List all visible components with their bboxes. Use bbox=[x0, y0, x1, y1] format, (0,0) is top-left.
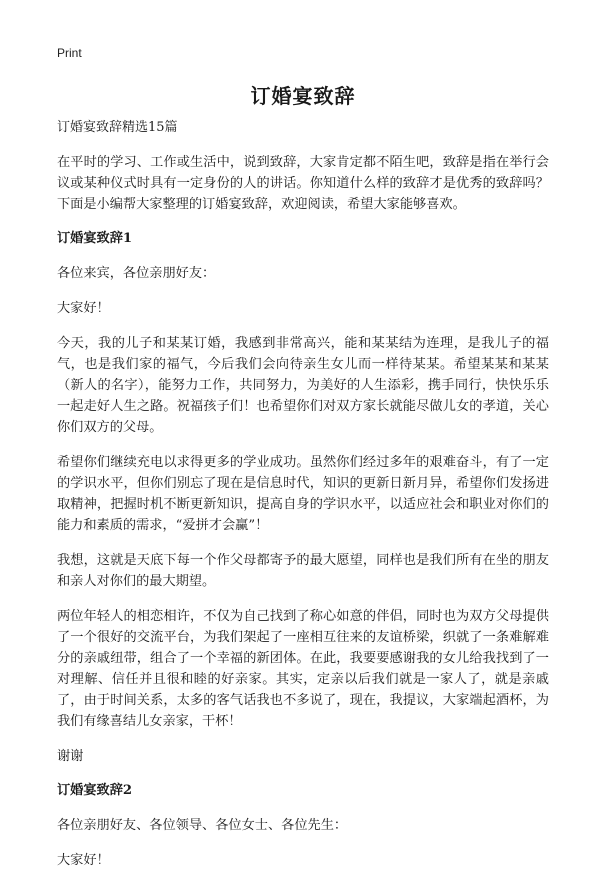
section-heading: 订婚宴致辞1 bbox=[57, 231, 133, 246]
section-heading: 订婚宴致辞2 bbox=[57, 783, 133, 798]
paragraph: 大家好！ bbox=[57, 301, 110, 316]
paragraph: 两位年轻人的相恋相许，不仅为自己找到了称心如意的伴侣，同时也为双方父母提供了一个很好的交流平台，为我们架起了一座相互往来的友谊桥梁，织就了一条难解难分的亲戚纽带，组合了一个幸福的新团体。在此，我要要感谢我的女儿给我找到了一对理解、信任并且很和睦的好亲家。其实，定亲以后我们就是一家人了，就是亲戚了，由于时间关系，太多的客气话我也不多说了，现在，我提议，大家端起酒杯，为我们有缘喜结儿女亲家，干杯！ bbox=[57, 609, 549, 729]
document-title: 订婚宴致辞 bbox=[250, 84, 356, 108]
paragraph: 希望你们继续充电以求得更多的学业成功。虽然你们经过多年的艰难奋斗，有了一定的学识水平，但你们别忘了现在是信息时代，知识的更新日新月异，希望你们发扬进取精神，把握时机不断更新知识，提高自身的学识水平，以适应社会和职业对你们的能力和素质的需求，“爱拼才会赢”！ bbox=[57, 455, 549, 533]
paragraph: 谢谢 bbox=[57, 749, 84, 764]
document-content bbox=[57, 120, 549, 885]
paragraph: 今天，我的儿子和某某订婚，我感到非常高兴，能和某某结为连理，是我儿子的福气，也是我们家的福气，今后我们会向待亲生女儿而一样待某某。希望某某和某某（新人的名字），能努力工作，共同努力，为美好的人生添彩，携手同行，快快乐乐一起走好人生之路。祝福孩子们！也希望你们对双方家长就能尽做儿女的孝道，关心你们双方的父母。 bbox=[57, 336, 549, 435]
paragraph: 大家好！ bbox=[57, 853, 110, 868]
paragraph: 各位亲朋好友、各位领导、各位女士、各位先生： bbox=[57, 818, 348, 833]
paragraph: 我想，这就是天底下每一个作父母都寄予的最大愿望，同样也是我们所有在坐的朋友和亲人对你们的最大期望。 bbox=[57, 553, 549, 589]
paragraph: 各位来宾，各位亲朋好友： bbox=[57, 266, 216, 281]
print-link[interactable]: Print bbox=[57, 46, 82, 60]
document-subtitle: 订婚宴致辞精选15篇 bbox=[57, 120, 178, 135]
intro-paragraph: 在平时的学习、工作或生活中，说到致辞，大家肯定都不陌生吧，致辞是指在举行会议或某种仪式时具有一定身份的人的讲话。你知道什么样的致辞才是优秀的致辞吗？下面是小编帮大家整理的订婚宴致辞，欢迎阅读，希望大家能够喜欢。 bbox=[57, 155, 549, 212]
